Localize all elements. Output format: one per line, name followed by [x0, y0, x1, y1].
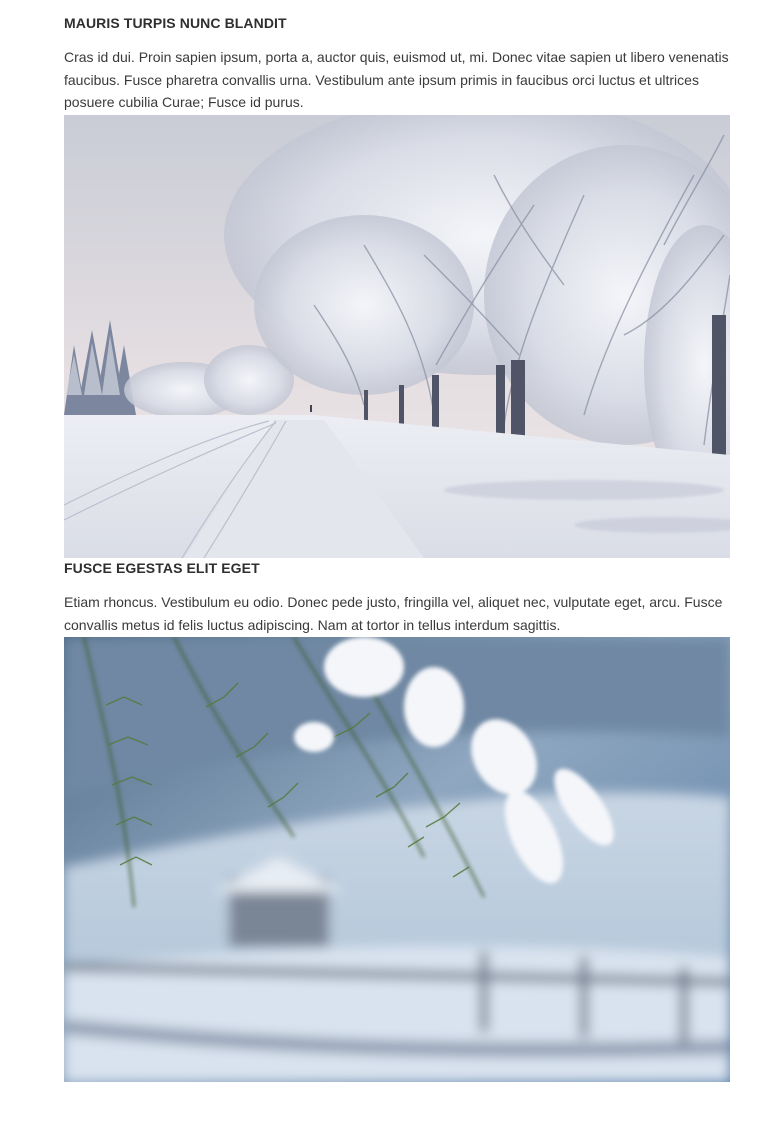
article-1-heading: MAURIS TURPIS NUNC BLANDIT [64, 15, 287, 31]
snowy-tree-lined-path-photo [64, 115, 730, 558]
article-2-body: Etiam rhoncus. Vestibulum eu odio. Donec pede justo, fringilla vel, aliquet nec, vulputate eget, arcu. Fusce convallis metus id felis luctus adipiscing. Nam at tortor in tellus interdum sagittis. [64, 594, 723, 633]
article-2-heading: FUSCE EGESTAS ELIT EGET [64, 560, 260, 576]
article-2 [64, 559, 730, 636]
article-1 [64, 14, 730, 114]
article-1-body: Cras id dui. Proin sapien ipsum, porta a, auctor quis, euismod ut, mi. Donec vitae sapien ut libero venenatis faucibus. Fusce pharetra convallis urna. Vestibulum ante ipsum primis in faucibus orci luctus et ultrices posuere cubilia Curae; Fusce id purus. [64, 49, 729, 110]
snowy-fir-branch-photo [64, 637, 730, 1082]
